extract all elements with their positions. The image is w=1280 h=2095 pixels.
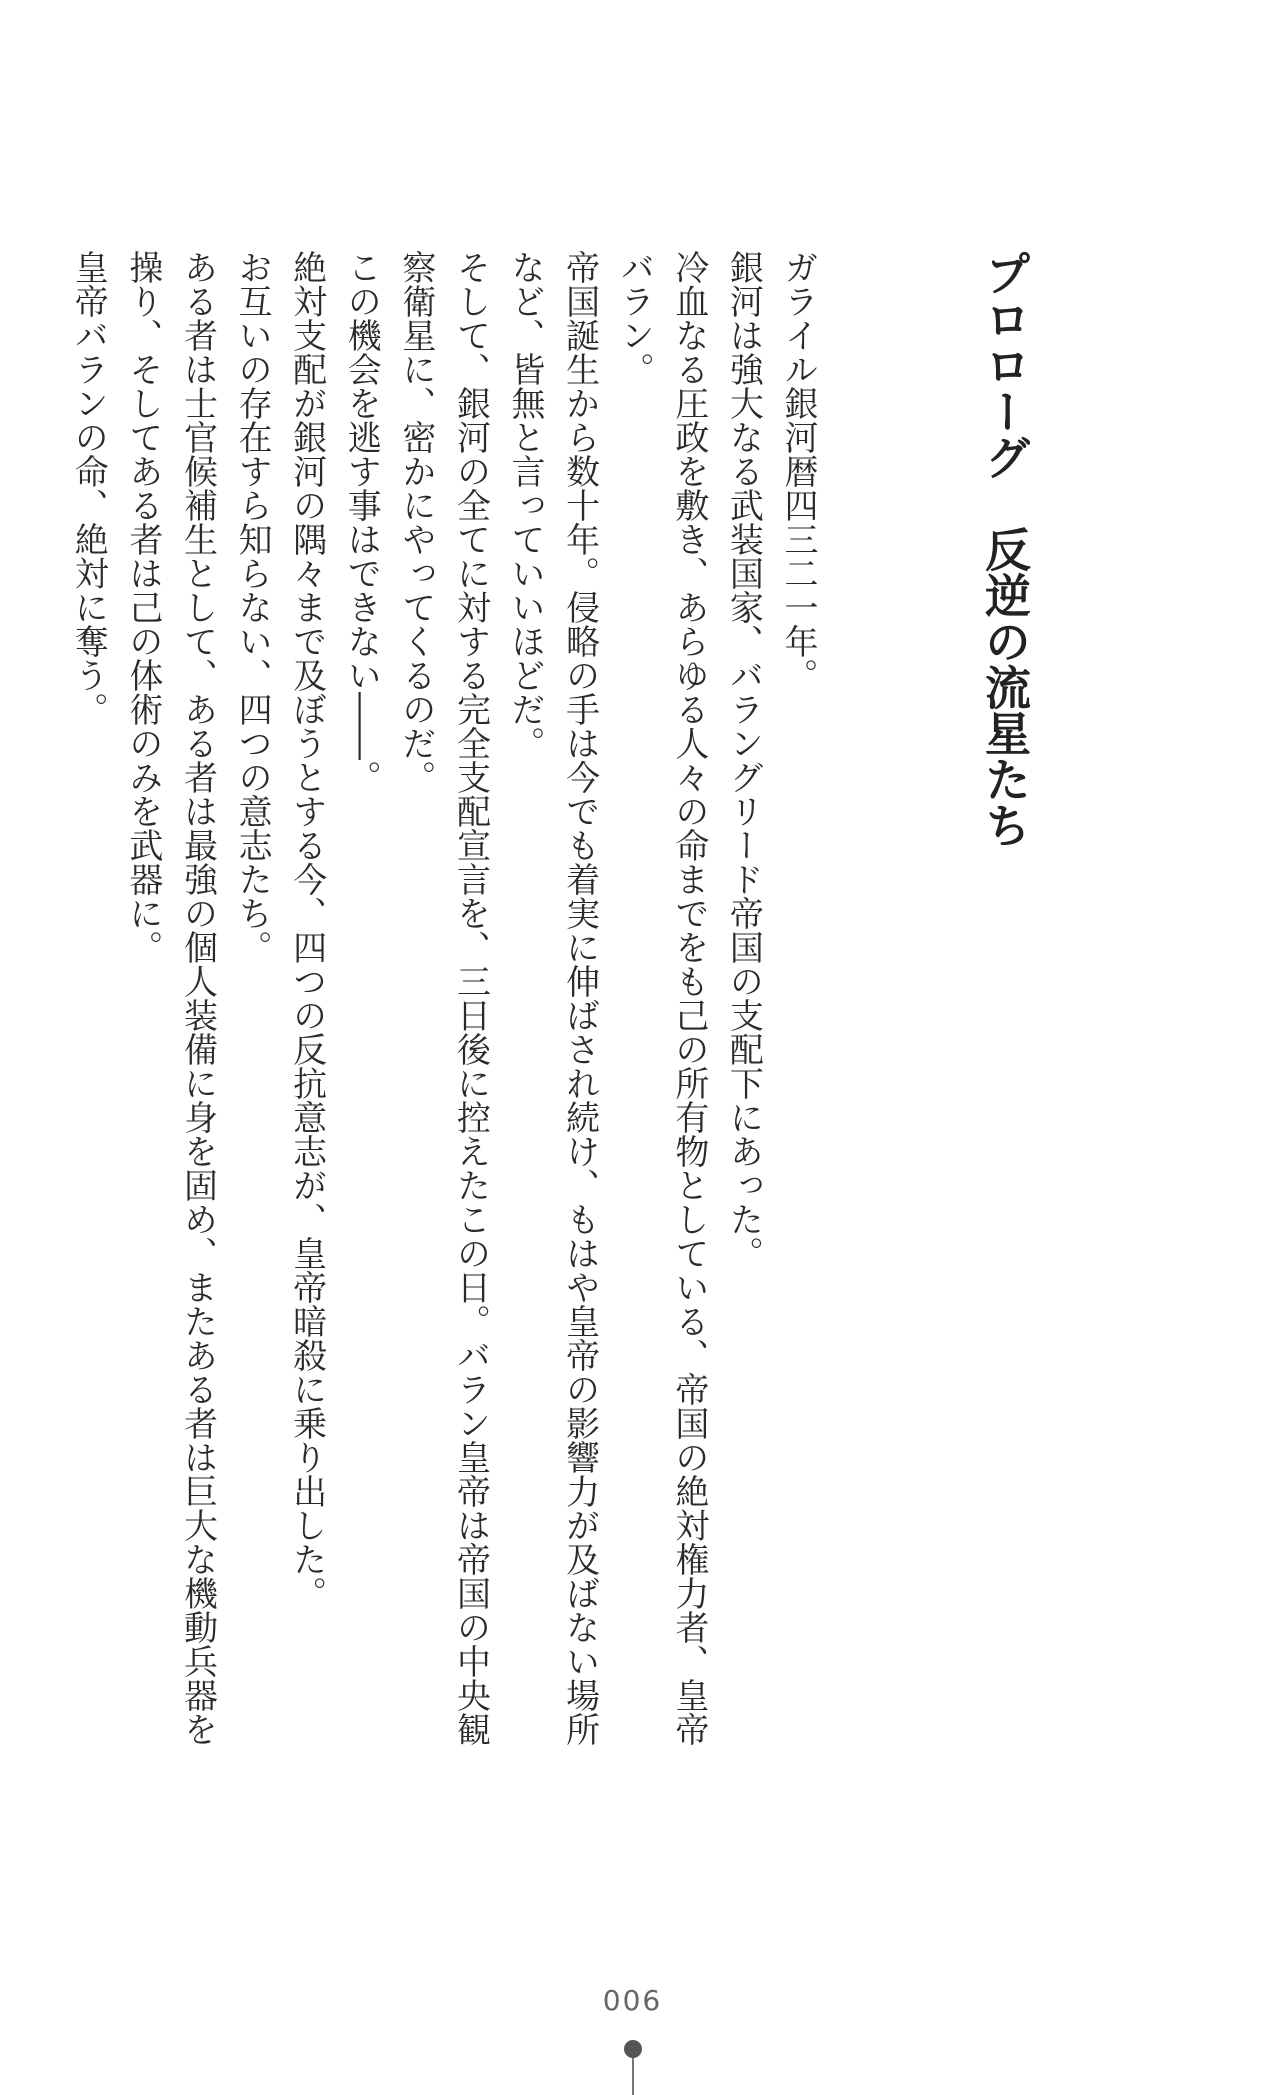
paragraph: 絶対支配が銀河の隅々まで及ぼうとする今、四つの反抗意志が、皇帝暗殺に乗り出した。 xyxy=(286,250,327,1610)
paragraph: 皇帝バランの命、絶対に奪う。 xyxy=(68,250,109,726)
paragraph: 銀河は強大なる武装国家、バラングリード帝国の支配下にあった。 xyxy=(723,250,764,1270)
paragraph: ガライル銀河暦四三二一年。 xyxy=(778,250,818,692)
body-text xyxy=(61,250,825,1750)
paragraph: 冷血なる圧政を敷き、あらゆる人々の命までをも己の所有物としている、帝国の絶対権力者、皇帝バラン。 xyxy=(614,250,709,1746)
paragraph: そして、銀河の全てに対する完全支配宣言を、三日後に控えたこの日。バラン皇帝は帝国の中央観察衛星に、密かにやってくるのだ。 xyxy=(395,250,491,1746)
paragraph: この機会を逃す事はできない――。 xyxy=(341,250,382,794)
paragraph: 帝国誕生から数十年。侵略の手は今でも着実に伸ばされ続け、もはや皇帝の影響力が及ばない場所など、皆無と言っていいほどだ。 xyxy=(505,250,600,1746)
paragraph: ある者は士官候補生として、ある者は最強の個人装備に身を固め、またある者は巨大な機動兵器を操り、そしてある者は己の体術のみを武器に。 xyxy=(122,250,218,1746)
paragraph: お互いの存在すら知らない、四つの意志たち。 xyxy=(232,250,273,964)
folio-dot-icon xyxy=(624,2040,642,2058)
page-number: 006 xyxy=(602,1984,663,2017)
folio-divider xyxy=(632,2058,634,2095)
chapter-title: プロローグ 反逆の流星たち xyxy=(978,250,1032,848)
